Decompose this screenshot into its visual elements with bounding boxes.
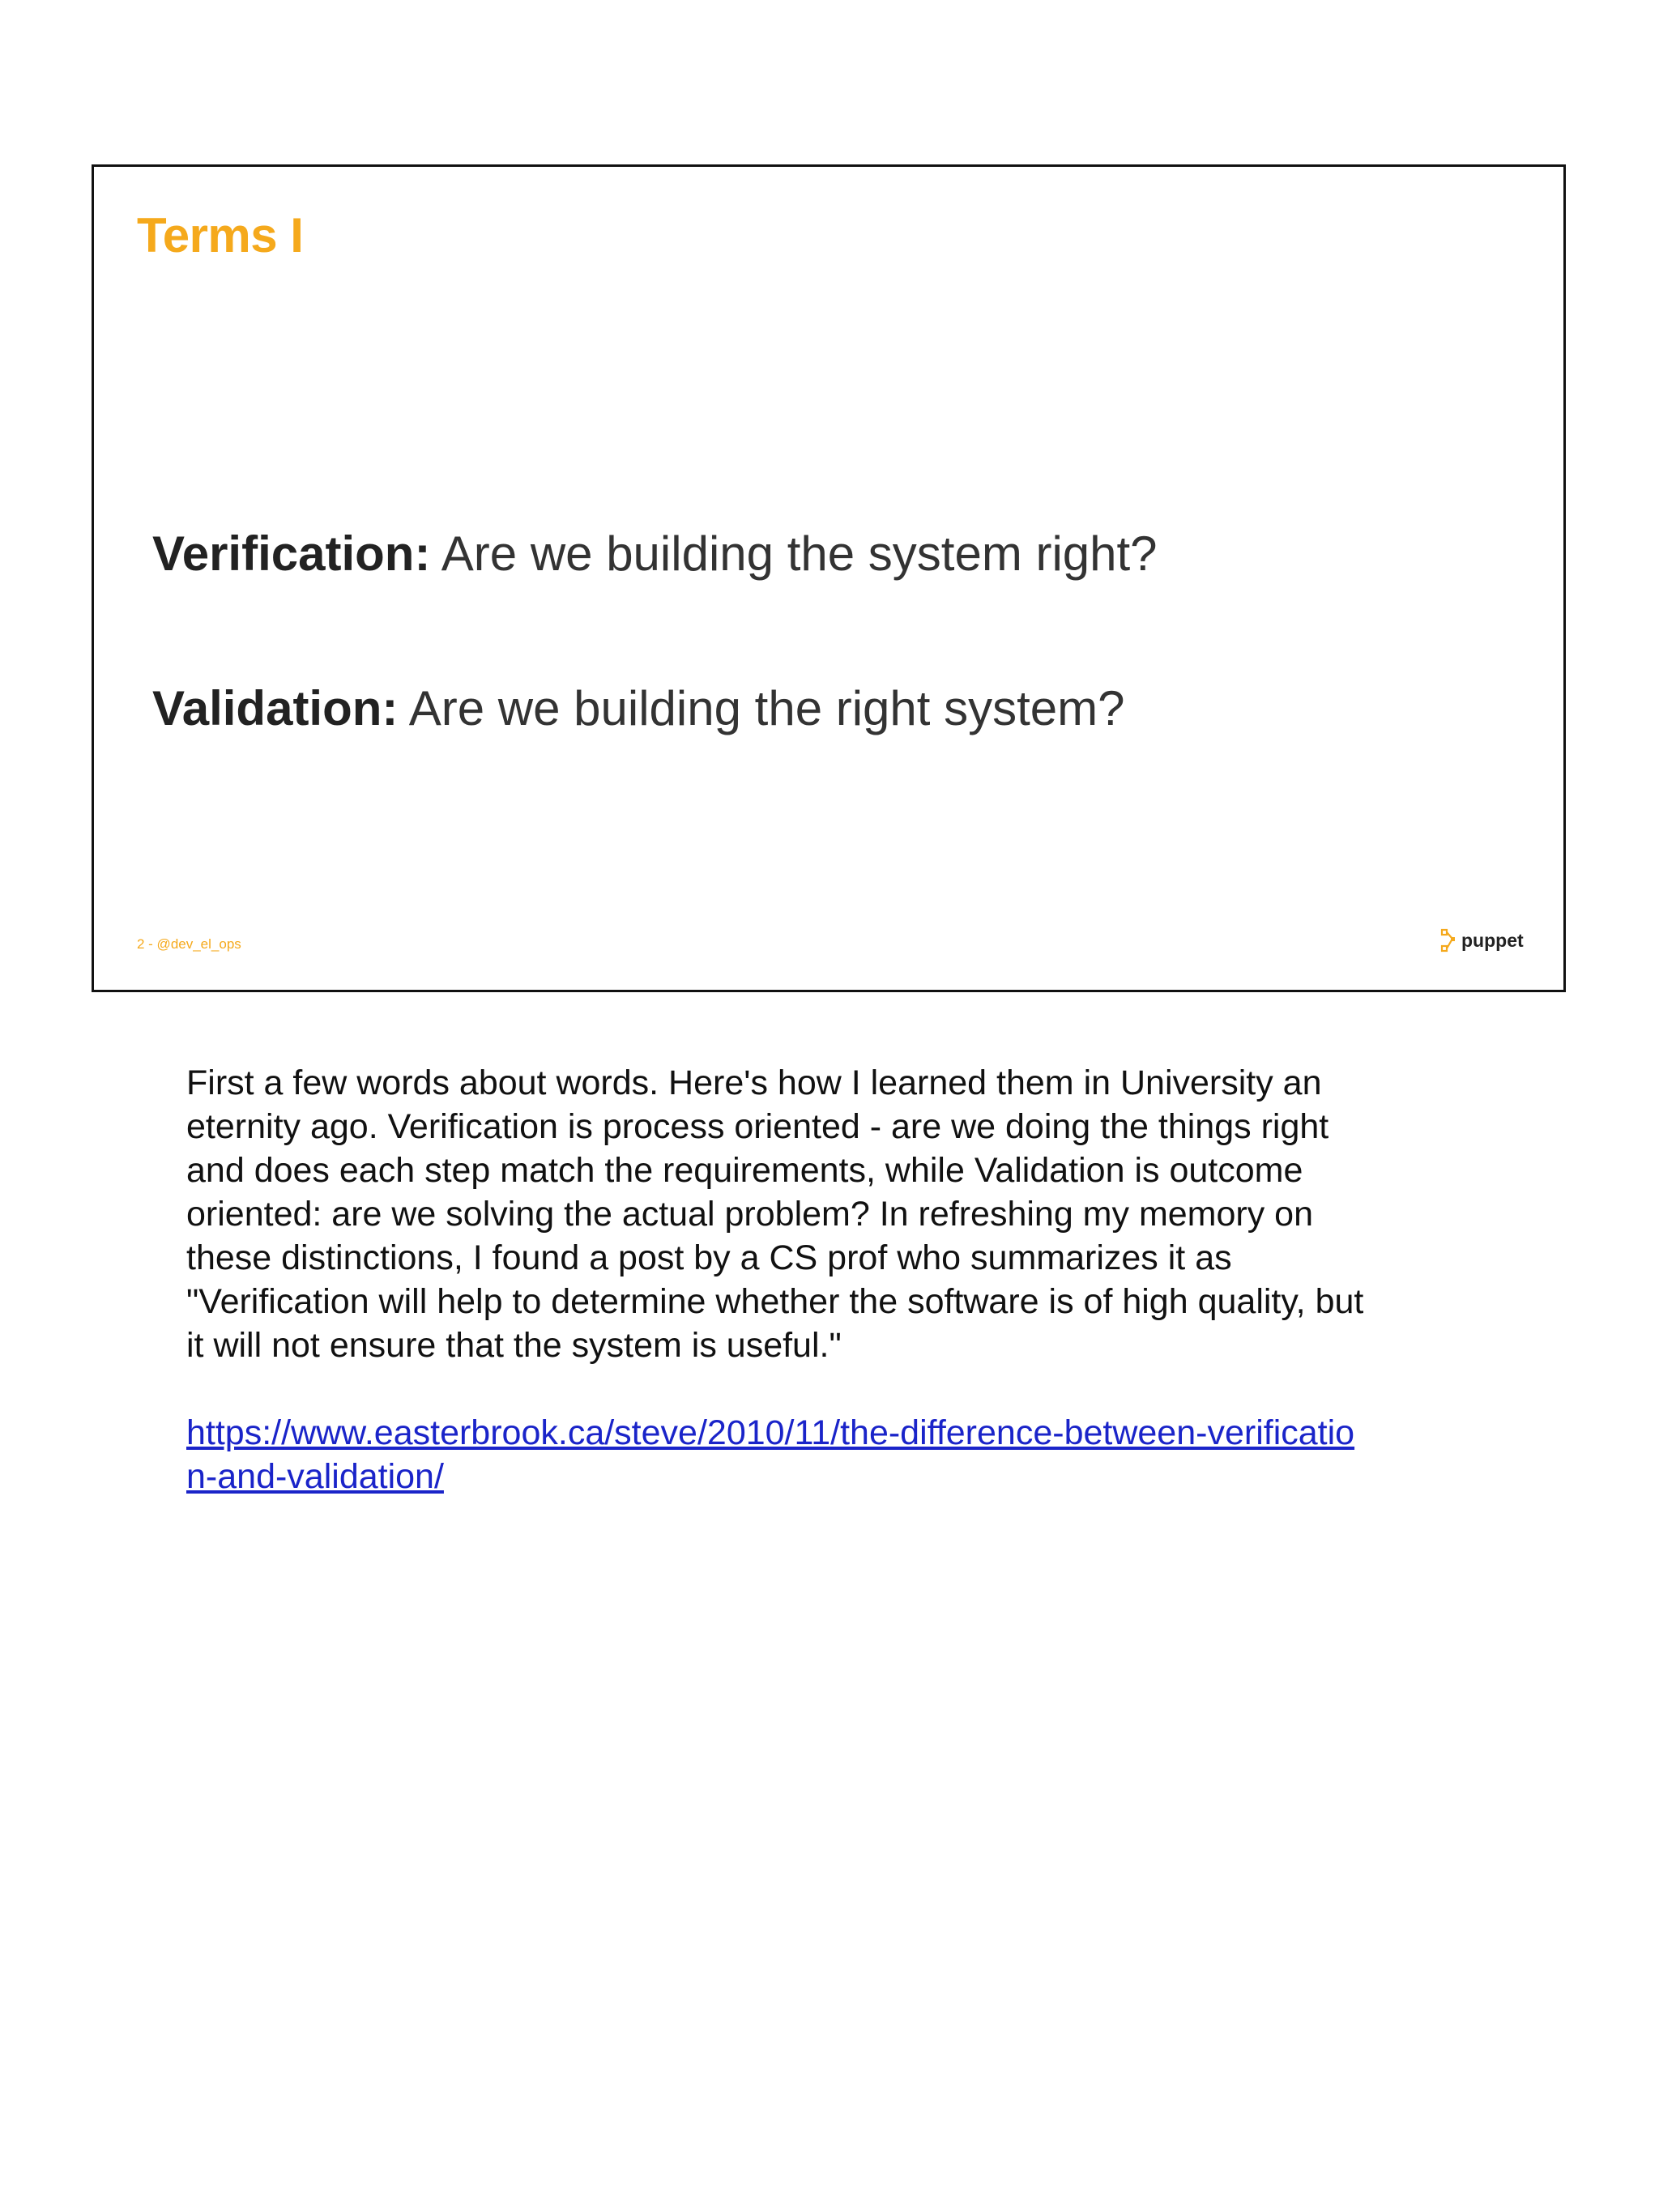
term-verification — [152, 526, 1158, 582]
slide-title: Terms I — [137, 208, 304, 262]
notes-link[interactable]: https://www.easterbrook.ca/steve/2010/11/the-difference-between-verificatio n-and-validation/ — [186, 1413, 1355, 1496]
puppet-logo-text: puppet — [1461, 929, 1524, 951]
term-verification-label: Verification: — [152, 526, 431, 581]
puppet-logo-icon — [1440, 928, 1458, 953]
speaker-notes — [186, 1061, 1482, 1498]
term-validation — [152, 680, 1125, 736]
term-verification-definition: Are we building the system right? — [430, 526, 1158, 581]
term-validation-label: Validation: — [152, 681, 399, 735]
notes-paragraph: First a few words about words. Here's how I learned them in University an eternity ago. Verification is process oriented - are we doing the things right and does each step match the requirements, while Validation is outcome oriented: are we solving the actual problem? In refreshing my memory on these distinctions, I found a post by a CS prof who summarizes it as "Verification will help to determine whether the software is of high quality, but it will not ensure that the system is useful." — [186, 1063, 1364, 1365]
term-validation-definition: Are we building the right system? — [398, 681, 1125, 735]
puppet-logo — [1440, 926, 1524, 955]
slide-footer: 2 - @dev_el_ops — [137, 936, 241, 952]
slide-frame — [92, 164, 1566, 992]
